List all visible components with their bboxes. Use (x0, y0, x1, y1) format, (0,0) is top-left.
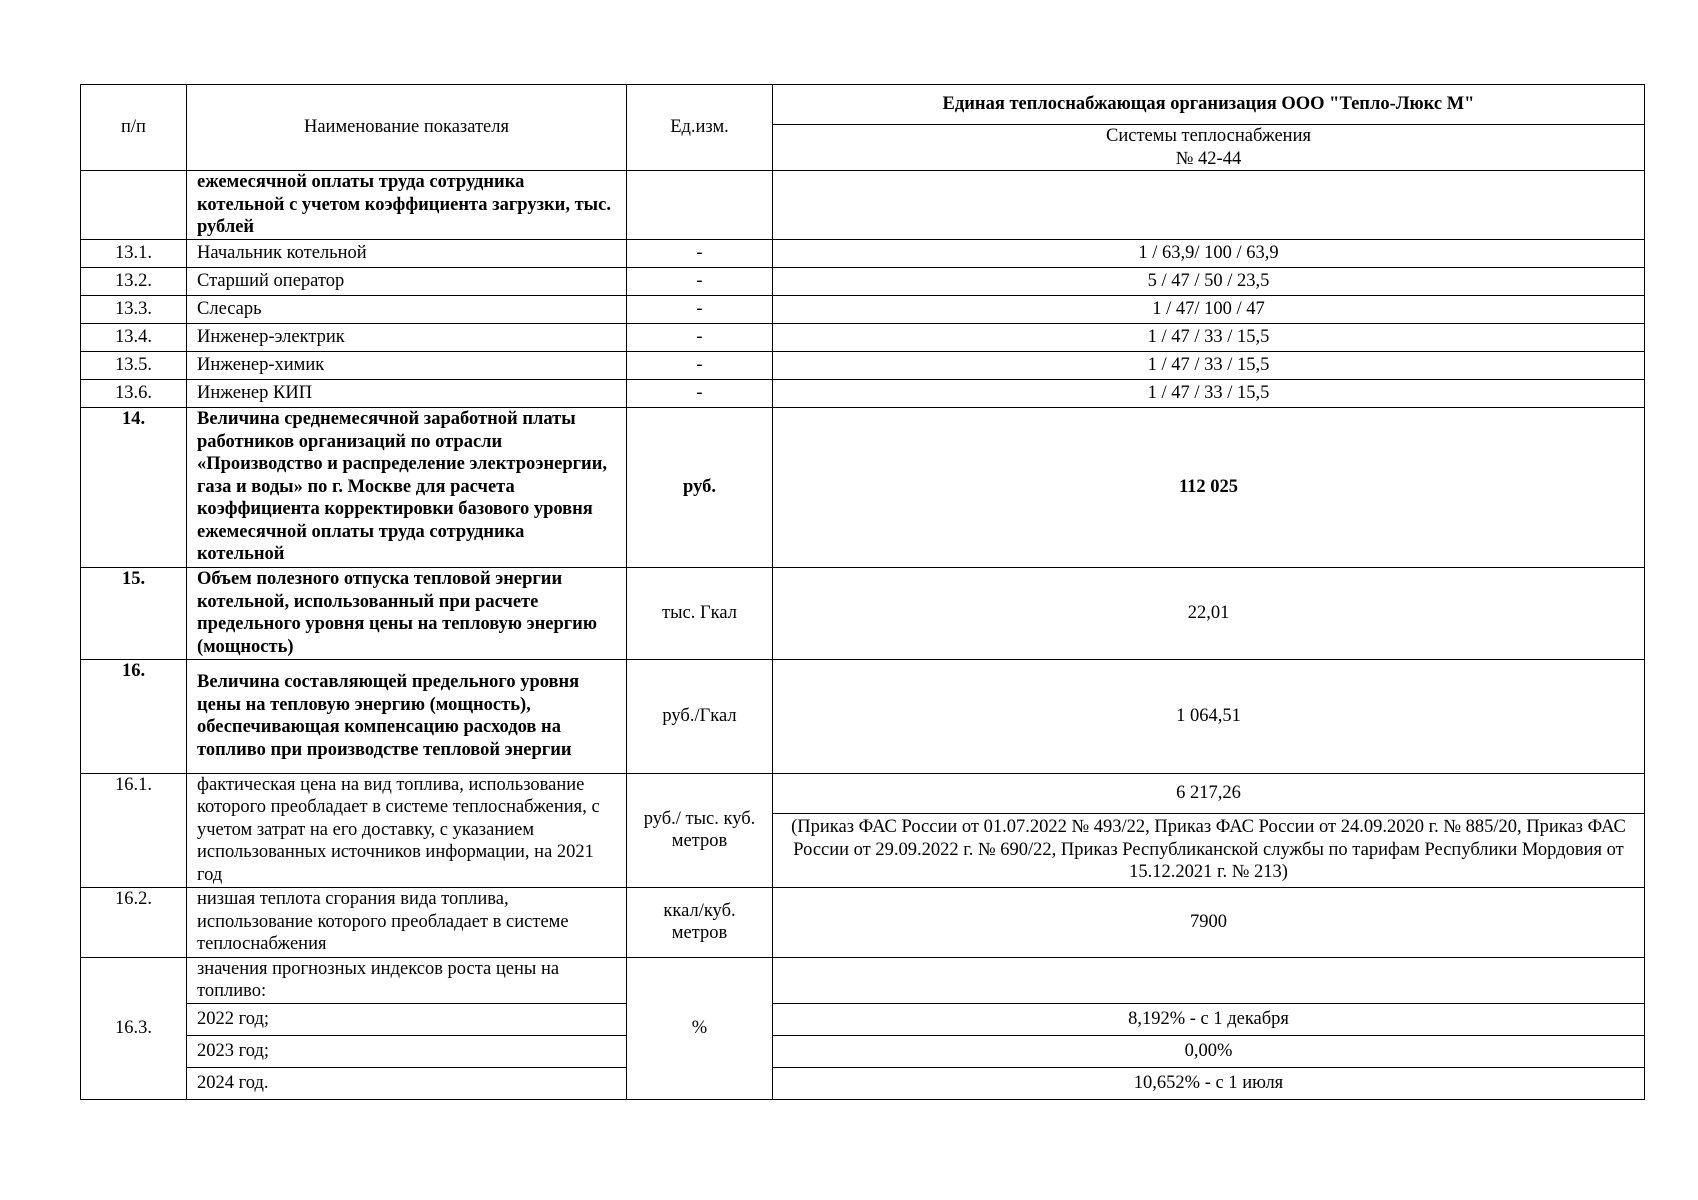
cell-name: значения прогнозных индексов роста цены на топливо: (187, 957, 627, 1003)
cell-value: 22,01 (773, 567, 1645, 659)
cell-num: 13.3. (81, 295, 187, 323)
cell-value: 1 / 47 / 33 / 15,5 (773, 351, 1645, 379)
cell-value: 6 217,26 (773, 773, 1645, 813)
cell-name: Инженер КИП (187, 379, 627, 407)
cell-num (81, 171, 187, 240)
cell-name: Величина среднемесячной заработной платы работников организаций по отрасли «Производство и распределение электроэнергии, газа и воды» по г. Москве для расчета коэффициента корректировки базового уровня ежемесячной оплаты труда сотрудника котельной (187, 407, 627, 567)
cell-num: 16.1. (81, 773, 187, 887)
cell-num: 14. (81, 407, 187, 567)
cell-unit: руб./ тыс. куб. метров (627, 773, 773, 887)
cell-value: 1 / 63,9/ 100 / 63,9 (773, 239, 1645, 267)
cell-unit: тыс. Гкал (627, 567, 773, 659)
cell-unit: - (627, 323, 773, 351)
cell-unit: - (627, 267, 773, 295)
table-row (81, 1035, 1645, 1067)
cell-year: 2023 год; (187, 1035, 627, 1067)
header-unit: Ед.изм. (627, 85, 773, 171)
cell-num: 15. (81, 567, 187, 659)
table-row (81, 887, 1645, 957)
cell-num: 13.4. (81, 323, 187, 351)
cell-num: 13.1. (81, 239, 187, 267)
header-systems-line2: № 42-44 (1175, 148, 1242, 169)
table-row (81, 567, 1645, 659)
cell-value: 112 025 (773, 407, 1645, 567)
cell-unit: руб./Гкал (627, 659, 773, 773)
cell-value (773, 957, 1645, 1003)
table-row (81, 407, 1645, 567)
cell-name: Начальник котельной (187, 239, 627, 267)
cell-name: Инженер-электрик (187, 323, 627, 351)
header-org: Единая теплоснабжающая организация ООО "Тепло-Люкс М" (773, 85, 1645, 125)
header-systems (773, 125, 1645, 171)
cell-value: 5 / 47 / 50 / 23,5 (773, 267, 1645, 295)
cell-unit: - (627, 351, 773, 379)
cell-num: 16.3. (81, 957, 187, 1099)
cell-source: (Приказ ФАС России от 01.07.2022 № 493/22, Приказ ФАС России от 24.09.2020 г. № 885/20, Приказ ФАС России от 29.09.2022 г. № 690/22, Приказ Республиканской службы по тарифам Республики Мордовия от 15.12.2021 г. № 213) (773, 813, 1645, 887)
table-row (81, 239, 1645, 267)
table-row (81, 351, 1645, 379)
table-row (81, 379, 1645, 407)
cell-name: Объем полезного отпуска тепловой энергии котельной, использованный при расчете предельного уровня цены на тепловую энергию (мощность) (187, 567, 627, 659)
header-row (81, 85, 1645, 125)
cell-name: Величина составляющей предельного уровня цены на тепловую энергию (мощность), обеспечивающая компенсацию расходов на топливо при производстве тепловой энергии (187, 659, 627, 773)
cell-value: 1 064,51 (773, 659, 1645, 773)
header-num: п/п (81, 85, 187, 171)
cell-value: 8,192% - с 1 декабря (773, 1003, 1645, 1035)
table-row (81, 323, 1645, 351)
table-row (81, 1067, 1645, 1099)
cell-unit: - (627, 239, 773, 267)
cell-num: 16. (81, 659, 187, 773)
cell-value: 1 / 47 / 33 / 15,5 (773, 323, 1645, 351)
cell-name: Слесарь (187, 295, 627, 323)
table-row (81, 773, 1645, 813)
cell-unit: - (627, 379, 773, 407)
cell-value: 1 / 47/ 100 / 47 (773, 295, 1645, 323)
table-row (81, 1003, 1645, 1035)
cell-unit: ккал/куб. метров (627, 887, 773, 957)
table-row (81, 295, 1645, 323)
cell-value: 7900 (773, 887, 1645, 957)
cell-value: 10,652% - с 1 июля (773, 1067, 1645, 1099)
cell-num: 13.5. (81, 351, 187, 379)
header-systems-line1: Системы теплоснабжения (1106, 126, 1311, 146)
table-row (81, 267, 1645, 295)
cell-year: 2024 год. (187, 1067, 627, 1099)
cell-value: 1 / 47 / 33 / 15,5 (773, 379, 1645, 407)
table-row (81, 659, 1645, 773)
cell-unit: - (627, 295, 773, 323)
header-name: Наименование показателя (187, 85, 627, 171)
cell-num: 16.2. (81, 887, 187, 957)
cell-name: Старший оператор (187, 267, 627, 295)
cell-unit: % (627, 957, 773, 1099)
cell-num: 13.6. (81, 379, 187, 407)
table-row (81, 171, 1645, 240)
cell-year: 2022 год; (187, 1003, 627, 1035)
cell-name: фактическая цена на вид топлива, использование которого преобладает в системе теплоснабжения, с учетом затрат на его доставку, с указанием использованных источников информации, на 2021 год (187, 773, 627, 887)
tariff-table (80, 84, 1645, 1100)
cell-value: 0,00% (773, 1035, 1645, 1067)
cell-unit (627, 171, 773, 240)
cell-name: низшая теплота сгорания вида топлива, использование которого преобладает в системе теплоснабжения (187, 887, 627, 957)
cell-num: 13.2. (81, 267, 187, 295)
cell-name: ежемесячной оплаты труда сотрудника котельной с учетом коэффициента загрузки, тыс. рублей (187, 171, 627, 240)
cell-unit: руб. (627, 407, 773, 567)
cell-value (773, 171, 1645, 240)
table-row (81, 957, 1645, 1003)
cell-name: Инженер-химик (187, 351, 627, 379)
